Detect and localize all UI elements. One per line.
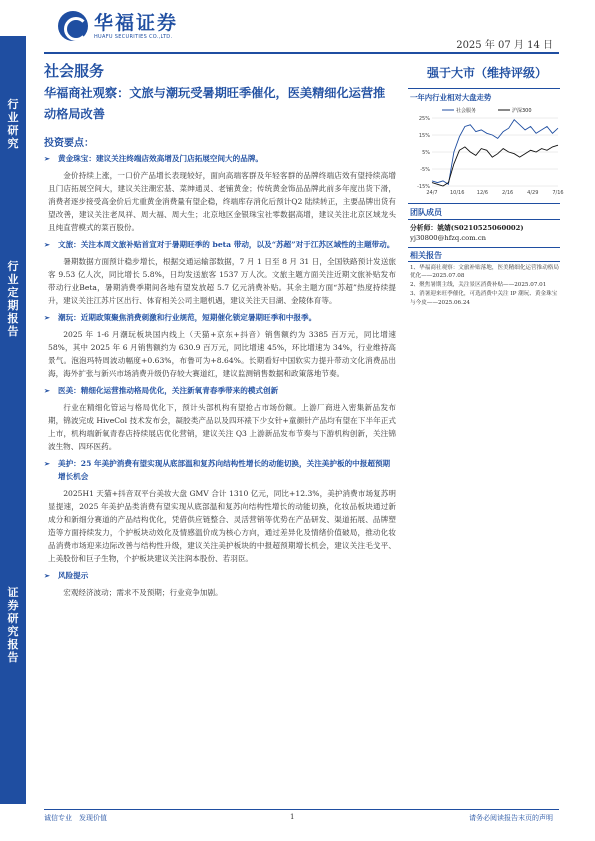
bullet-arrow-icon: ➢ — [44, 459, 50, 468]
analyst-name: 姚婧(S0210525060002) — [437, 224, 524, 232]
x-tick-label: 4/29 — [527, 190, 539, 196]
section-heading-text: 美护：25 年美护消费有望实现从底部温和复苏向结构性增长的动能切换，关注美护板的中报超预期增长机会 — [58, 459, 391, 481]
bullet-arrow-icon: ➢ — [44, 154, 50, 163]
y-tick-label: -5% — [420, 167, 430, 173]
chart-title: 一年内行业相对大盘走势 — [410, 93, 492, 102]
page-number: 1 — [290, 813, 295, 821]
section-paragraph: 宏观经济波动；需求不及预期；行业竞争加剧。 — [63, 588, 223, 597]
related-divider — [408, 261, 560, 262]
footer-slogan: 诚信专业 发现价值 — [44, 814, 107, 822]
section-heading-text: 医美：精细化运营推动格局优化，关注新氧青春季带来的模式创新 — [58, 386, 279, 395]
x-tick-label: 24/7 — [426, 190, 438, 196]
section-heading-text: 潮玩：近期政策聚焦消费刺激和行业规范，短期催化锁定暑期旺季和中报季。 — [58, 313, 317, 322]
rating-divider — [408, 88, 560, 89]
section-heading — [44, 384, 396, 397]
team-divider — [408, 219, 560, 220]
report-body — [44, 150, 396, 603]
report-date: 2025 年 07 月 14 日 — [456, 40, 553, 51]
section-paragraph: 2025 年 1-6 月潮玩板块国内线上（天猫+京东+抖音）销售额约为 3385 百万元，同比增速 58%，其中 2025 年 6 月销售额约为 630.9 百万元，同比增速 45%，环比增速为 34%，行业维持高景气。泡泡玛特周波动幅度+0.63%，布鲁可为+8.64%。长期看好中国软实力提升带动文化消费品出海，海外扩张与新兴市场消费升级仍存较大赛道红，建议监测销售数据和政策落地节奏。 — [48, 330, 396, 378]
section-paragraph: 行业在精细化管运与格局优化下，预计头部机构有望抢占市场份额。上游厂商进入密集新品发布期，锦波完成 HiveCol 技术发布会，凝胶类产品以及四环裱下少女针+童颜针产品均有望在下半年正式上市，机构端新氧青春店持续展店优化营销，建议关注 Q3 上游新品发布节奏与下游机构创新，关注锦波生物、四环医药。 — [48, 403, 396, 451]
analyst-email: yj30800@hfzq.com.cn — [410, 234, 487, 242]
section-heading — [44, 152, 396, 165]
related-report-item[interactable]: 3、消暑迎来旺季催化，可选消费中关注 IP 潮玩、黄金珠宝与今皮——2025.06.24 — [410, 291, 558, 306]
section-heading-text: 黄金珠宝：建议关注终端店效高增及门店拓展空间大的品牌。 — [58, 154, 264, 163]
y-tick-label: 5% — [422, 150, 430, 156]
related-report-item[interactable]: 1、华福商社观察：文旅补贴落地，医美精细化运营推动格局优化——2025.07.08 — [410, 265, 559, 280]
footer-divider — [44, 809, 559, 810]
section-heading-text: 文旅：关注本周文旅补贴首宣对于暑期旺季的 beta 带动，以及“苏超”对于江苏区域性的主题带动。 — [58, 240, 395, 249]
section-heading-text: 风险提示 — [58, 571, 89, 580]
legend-label: 社会服务 — [456, 108, 477, 114]
legend-label: 沪深300 — [512, 108, 532, 114]
bullet-arrow-icon: ➢ — [44, 386, 50, 395]
logo-name-cn: 华福证券 — [94, 12, 179, 34]
bullet-arrow-icon: ➢ — [44, 571, 50, 580]
y-tick-label: 25% — [418, 116, 430, 122]
industry-name: 社会服务 — [44, 62, 105, 80]
y-tick-label: -15% — [417, 184, 430, 190]
section-heading — [44, 457, 396, 483]
side-label-securities-report: 证券研究报告 — [7, 586, 19, 664]
chart-divider — [408, 203, 560, 204]
section-paragraph: 金价持续上涨，一口价产品增长表现较好，面向高端客群及年轻客群的品牌终端店效有望持续高增且门店拓展空间大，建议关注潮宏基、菜绅通灵、老铺黄金；传统黄金饰品品牌此前多年度出货下滑，消费者逐步接受高金价后尤重黄金消费量有望企稳，终端库存消化后预计Q2 陆续转正，主要品牌出货有望改善，建议关注老凤祥、周大福、周大生；北京地区金银珠宝社零数据高增，建议关注北京区域龙头且纯直营模式的菜百股份。 — [48, 171, 396, 232]
section-paragraph: 2025H1 天猫+抖音双平台美妆大盘 GMV 合计 1310 亿元，同比+12.3%，美护消费市场复苏明显提速，2025 年美护品类消费有望实现从底部温和复苏向结构性增长的动能切换，化妆品板块通过新成分和新细分赛道的产品结构优化，凭借供应链整合、灵活营销等优势在产品研发、渠道拓展、品牌塑造等方面持续发力，个护板块动效化及情感温价成为核心方向，通过差异化及情绪价值破局，推动化妆品消费市场迎来边际改善与结构性升级，建议关注美护板块的中报超预期增长机会，建议关注毛戈平、上美股份和巨子生物，个护板块建议关注润本股份、若羽臣。 — [48, 489, 396, 563]
related-reports-list — [410, 264, 562, 308]
footer-disclaimer: 请务必阅读报告末页的声明 — [469, 814, 553, 822]
bullet-arrow-icon: ➢ — [44, 240, 50, 249]
company-logo — [58, 10, 178, 42]
x-tick-label: 7/16 — [552, 190, 564, 196]
side-label-industry-research: 行业研究 — [7, 98, 19, 150]
section-heading — [44, 311, 396, 324]
series-line-1 — [432, 145, 558, 186]
related-reports-title: 相关报告 — [410, 250, 442, 260]
logo-name-en: HUAFU SECURITIES CO.,LTD. — [94, 34, 173, 40]
side-label-periodic-report: 行业定期报告 — [7, 260, 19, 338]
bullet-arrow-icon: ➢ — [44, 313, 50, 322]
section-paragraph: 暑期数据方面预计稳步增长，根据交通运输部数据，7 月 1 日至 8 月 31 日，全国铁路预计发送旅客 9.53 亿人次，同比增长 5.8%，日均发送旅客 1537 万人次。文旅主题方面关注近期文旅补贴发布带动行业Beta，暑期消费季期间各地有望发放超 5.7 亿元消费补贴。其余主题方面“苏超”热度持续提升，建议关注江苏片区出行、体育相关公司主题机遇，建议关注天目湖、金陵体育等。 — [48, 257, 396, 305]
analyst-divider — [408, 247, 560, 248]
x-tick-label: 2/16 — [501, 190, 514, 196]
side-bar — [0, 36, 26, 804]
report-title: 华福商社观察：文旅与潮玩受暑期旺季催化，医美精细化运营推动格局改善 — [44, 86, 386, 121]
analyst-role: 分析师： — [410, 224, 438, 232]
rating-label: 强于大市（维持评级） — [426, 66, 547, 80]
section-heading — [44, 238, 396, 251]
header-divider — [44, 52, 559, 54]
relative-performance-chart — [408, 104, 564, 200]
key-points-heading: 投资要点： — [44, 138, 94, 149]
y-tick-label: 15% — [418, 133, 430, 139]
team-title: 团队成员 — [410, 207, 442, 217]
x-tick-label: 10/16 — [449, 190, 465, 196]
analyst-info — [410, 223, 524, 243]
x-tick-label: 12/6 — [476, 190, 489, 196]
related-report-item[interactable]: 2、聚焦暑期主线，关注景区消费补贴——2025.07.01 — [410, 282, 547, 289]
section-heading — [44, 569, 396, 582]
logo-icon — [58, 11, 88, 41]
